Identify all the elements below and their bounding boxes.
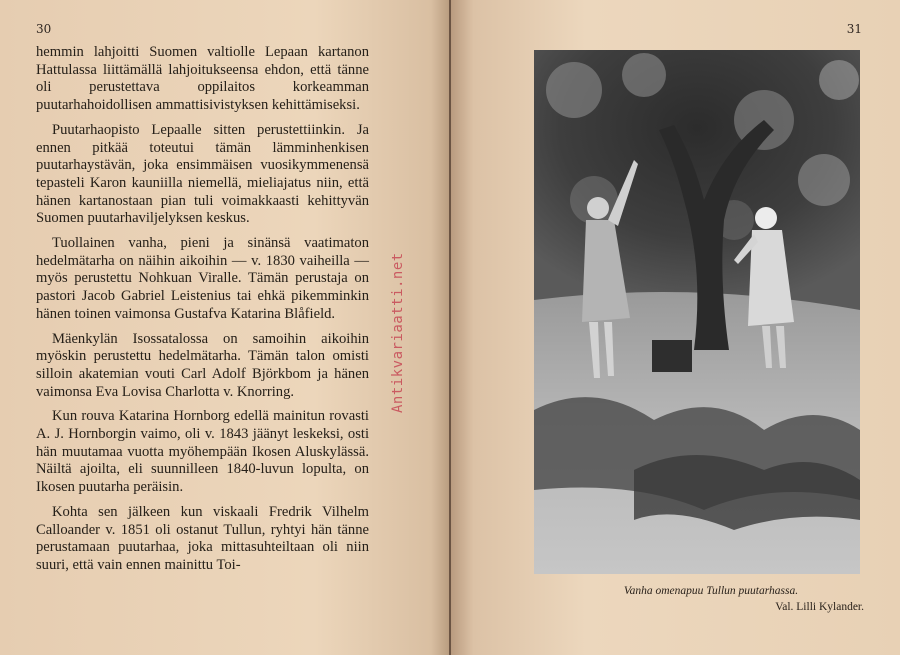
paragraph: hemmin lahjoitti Suomen valtiolle Lepaan kartanon Hattulassa liittämällä lahjoitukseensa ehdon, että tänne oli perustettava oppilaitos korkeamman puutarhahoidollisen ammattisivistyksen kehittämiseksi. [36, 44, 369, 114]
paragraph: Puutarhaopisto Lepaalle sitten perustettiinkin. Ja ennen pitkää toteutui tämän lämminhenkisen puutarhaystävän, joka ensimmäisen vuosikymmenensä tepasteli Karon kauniilla niemellä, mieliajatus niin, että hänen kartanostaan pian tuli voimakkaasti kehittyvän Suomen puutarhaviljelyksen keskus. [36, 121, 369, 227]
watermark-text: Antikvariaatti.net [390, 252, 406, 414]
body-text [36, 44, 369, 582]
paragraph: Kun rouva Katarina Hornborg edellä mainitun rovasti A. J. Hornborgin vaimo, oli v. 1843 jäänyt leskeksi, osti hän muutamaa vuotta myöhempään Ikosen Aluskylässä. Näiltä ajoilta, eli suunnilleen 1840-luvun lopulta, on Ikosen puutarha peräisin. [36, 408, 369, 496]
paragraph: Mäenkylän Isossatalossa on samoihin aikoihin myöskin perustettu hedelmätarha. Tämän talon omisti silloin akatemian vouti Carl Adolf Björkbom ja hänen vaimonsa Eva Lovisa Charlotta v. Knorring. [36, 330, 369, 400]
photo-caption: Vanha omenapuu Tullun puutarhassa. [623, 585, 799, 597]
page-number-left: 30 [36, 22, 52, 36]
photo-illustration [534, 50, 860, 574]
paragraph: Tuollainen vanha, pieni ja sinänsä vaatimaton hedelmätarha on näihin aikoihin — v. 1830 vaiheilla — myös perustettu Nohkuan Viralle. Tämän perustaja on pastori Jacob Gabriel Leistenius tai ehkä pikemminkin hänen toinen vaimonsa Gustafva Katarina Blåfield. [36, 235, 369, 322]
paragraph: Kohta sen jälkeen kun viskaali Fredrik Vilhelm Calloander v. 1851 oli ostanut Tullun, ryhtyi hän tänne perustamaan puutarhaa, joka mittasuhteiltaan oli niin suuri, että vain ennen mainittu Toi- [36, 503, 369, 573]
left-page [0, 0, 449, 655]
photo-credit: Val. Lilli Kylander. [775, 601, 864, 613]
right-page [451, 0, 900, 655]
page-number-right: 31 [846, 22, 862, 36]
photograph-apple-tree [534, 50, 860, 574]
